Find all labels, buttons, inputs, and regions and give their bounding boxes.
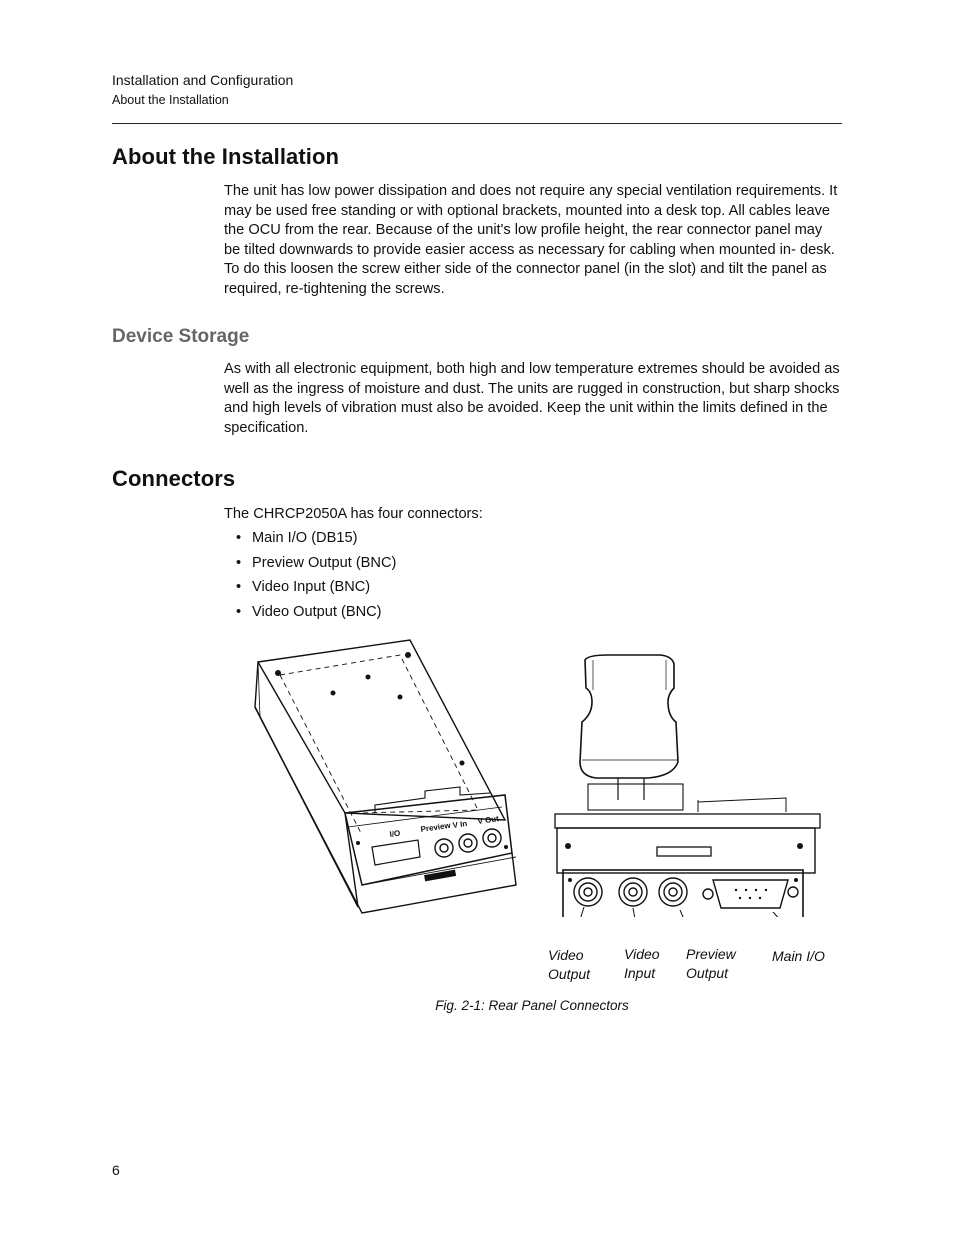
panel-label-vin: V In: [452, 819, 468, 830]
panel-label-io: I/O: [389, 828, 401, 839]
list-item: • Main I/O (DB15): [236, 530, 358, 546]
running-head-section: About the Installation: [112, 93, 229, 107]
figure-caption: Fig. 2-1: Rear Panel Connectors: [435, 998, 629, 1013]
list-item: • Preview Output (BNC): [236, 554, 397, 571]
list-item: • Video Input (BNC): [236, 579, 371, 595]
callout-preview-output: Preview Output: [686, 946, 736, 981]
unit-isometric-illustration: [250, 635, 525, 915]
panel-label-preview: Preview: [420, 820, 452, 834]
callout-video-input: Video Input: [624, 946, 660, 981]
list-item: • Video Output (BNC): [236, 603, 382, 620]
connectors-heading: Connectors: [112, 466, 236, 491]
device-storage-heading: Device Storage: [112, 326, 250, 347]
header-rule: [112, 123, 842, 124]
connector-list: [236, 528, 396, 626]
running-head: [112, 71, 293, 109]
running-head-chapter: Installation and Configuration: [112, 72, 294, 88]
connectors-intro: The CHRCP2050A has four connectors:: [224, 506, 483, 522]
panel-label-vout: V Out: [477, 814, 500, 826]
rear-panel-illustration: [548, 652, 828, 917]
callout-video-output: Video Output: [548, 947, 591, 982]
callout-main-io: Main I/O: [772, 948, 825, 964]
page-number: 6: [112, 1162, 120, 1178]
about-heading: About the Installation: [112, 144, 340, 169]
device-storage-body: As with all electronic equipment, both high and low temperature extremes should be avoided as well as the ingress of moisture and dust. The units are rugged in construction, but sharp shocks and high levels of vibration must also be avoided. Keep the unit within the limits defined in the specification.: [224, 361, 840, 436]
about-body: The unit has low power dissipation and does not require any special ventilation requirements. It may be used free standing or with optional brackets, mounted into a desk top. All cables leave the OCU from the rear. Because of the unit's low profile height, the rear connector panel may be tilted downwards to provide easier access as necessary for cabling when mounted in- desk. To do this loosen the screw either side of the connector panel (in the slot) and tilt the panel as required, re-tightening the screws.: [224, 183, 838, 297]
